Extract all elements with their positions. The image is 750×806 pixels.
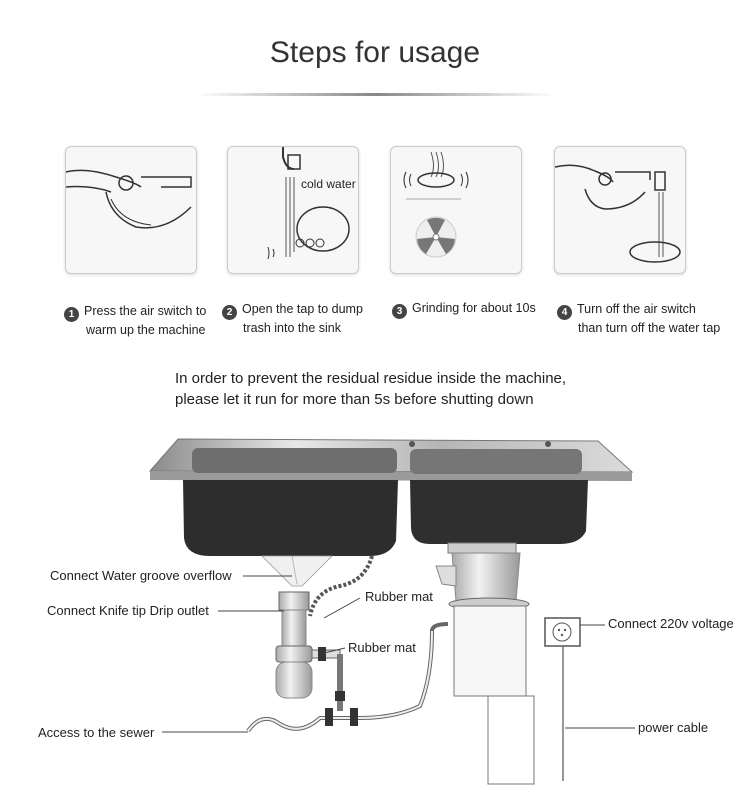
- step-1-line1: Press the air switch to: [84, 304, 207, 318]
- step-3-panel: [390, 146, 522, 274]
- page-title: Steps for usage: [269, 36, 481, 69]
- note-line1: In order to prevent the residual residue inside the machine,: [175, 370, 567, 387]
- outlet-icon: [545, 618, 580, 646]
- hand-icon: [66, 147, 196, 273]
- step-2-number: 2: [222, 305, 237, 320]
- garbage-disposer: [436, 543, 534, 784]
- step-1-text: [64, 303, 206, 339]
- step-1-panel: [65, 146, 197, 274]
- step-2-panel: [227, 146, 359, 274]
- step-3-number: 3: [392, 304, 407, 319]
- title-divider: [195, 93, 555, 96]
- step-1-line2: warm up the machine: [86, 323, 206, 337]
- label-sewer: Access to the sewer: [38, 725, 155, 740]
- label-rubber-mat-2: Rubber mat: [348, 640, 416, 655]
- label-drip: Connect Knife tip Drip outlet: [47, 603, 209, 618]
- step-4-text: [557, 301, 720, 337]
- step-4-number: 4: [557, 305, 572, 320]
- faucet-icon: [228, 147, 358, 273]
- sink: [150, 439, 632, 556]
- step-2-line2: trash into the sink: [243, 321, 341, 335]
- step-1-number: 1: [64, 307, 79, 322]
- step-3-line1: Grinding for about 10s: [412, 301, 536, 315]
- cold-water-label: cold water: [301, 177, 356, 191]
- note-line2: please let it run for more than 5s before shutting down: [175, 391, 534, 408]
- step-4-panel: [554, 146, 686, 274]
- label-overflow: Connect Water groove overflow: [50, 568, 232, 583]
- step-2-line1: Open the tap to dump: [242, 302, 363, 316]
- step-3-text: [392, 300, 536, 319]
- label-rubber-mat-1: Rubber mat: [365, 589, 433, 604]
- usage-note: [175, 368, 566, 410]
- label-power-cable: power cable: [638, 720, 709, 735]
- step-4-line1: Turn off the air switch: [577, 302, 696, 316]
- step-2-text: [222, 301, 363, 337]
- fan-icon: [391, 147, 521, 273]
- step-4-line2: than turn off the water tap: [578, 321, 721, 335]
- hand-faucet-icon: [555, 147, 685, 273]
- label-voltage: Connect 220v voltage: [608, 616, 734, 631]
